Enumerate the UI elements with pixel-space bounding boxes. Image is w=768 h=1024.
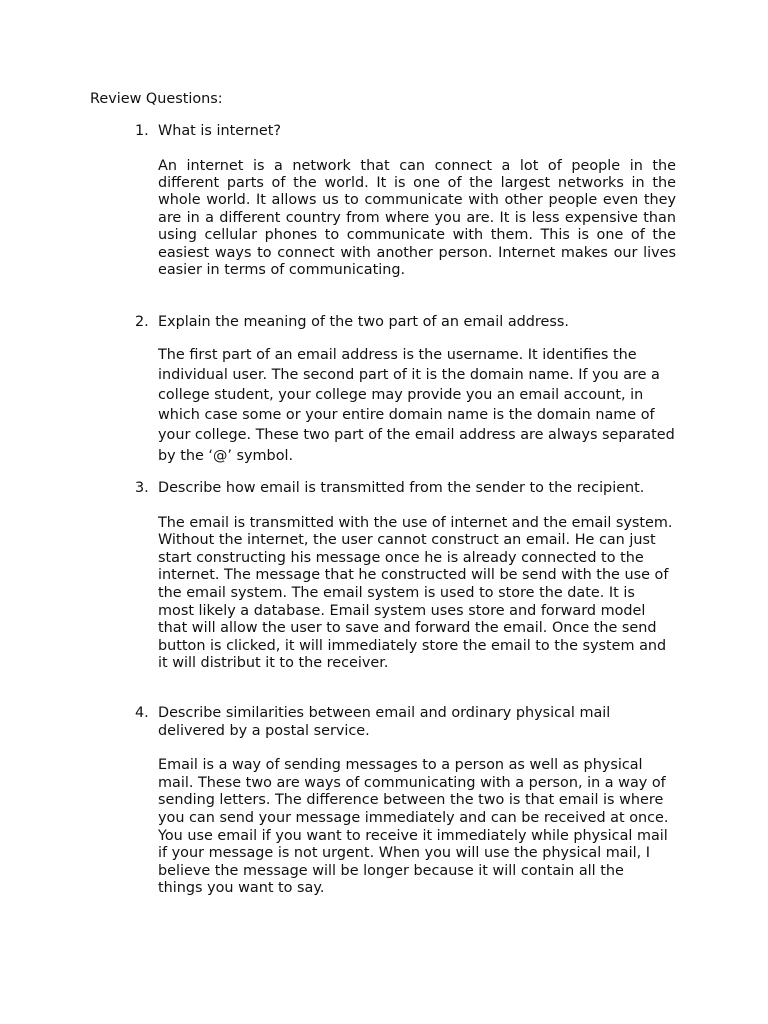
question-4 [135,705,695,898]
question-3 [135,480,695,673]
question-number: 2. [135,314,149,330]
question-text: Describe similarities between email and ordinary physical mail delivered by a postal service. [158,705,611,739]
question-text: What is internet? [158,123,281,139]
question-text: Explain the meaning of the two part of an email address. [158,314,569,330]
question-1 [135,123,695,279]
page-title: Review Questions: [90,91,223,107]
question-2 [135,314,695,466]
question-text: Describe how email is transmitted from the sender to the recipient. [158,480,645,496]
answer-paragraph: An internet is a network that can connect a lot of people in the different parts of the world. It is one of the largest networks in the whole world. It allows us to communicate with other people even they are in a different country from where you are. It is less expensive than using cellular phones to communicate with them. This is one of the easiest ways to connect with another person. Internet makes our lives easier in terms of communicating. [158,157,676,279]
question-number: 3. [135,480,149,496]
answer-paragraph: The first part of an email address is the username. It identifies the individual user. The second part of it is the domain name. If you are a college student, your college may provide you an email account, in which case some or your entire domain name is the domain name of your college. These two part of the email address are always separated by the ‘@’ symbol. [158,346,675,464]
question-number: 1. [135,123,149,139]
answer-paragraph: Email is a way of sending messages to a person as well as physical mail. These two are ways of communicating with a person, in a way of sending letters. The difference between the two is that email is where you can send your message immediately and can be received at once. You use email if you want to receive it immediately while physical mail if your message is not urgent. When you will use the physical mail, I believe the message will be longer because it will contain all the things you want to say. [158,757,669,897]
question-number: 4. [135,705,149,721]
answer-paragraph: The email is transmitted with the use of internet and the email system. Without the internet, the user cannot construct an email. He can just start constructing his message once he is already connected to the internet. The message that he constructed will be send with the use of the email system. The email system is used to store the date. It is most likely a database. Email system uses store and forward model that will allow the user to save and forward the email. Once the send button is clicked, it will immediately store the email to the system and it will distribut it to the receiver. [158,514,673,672]
